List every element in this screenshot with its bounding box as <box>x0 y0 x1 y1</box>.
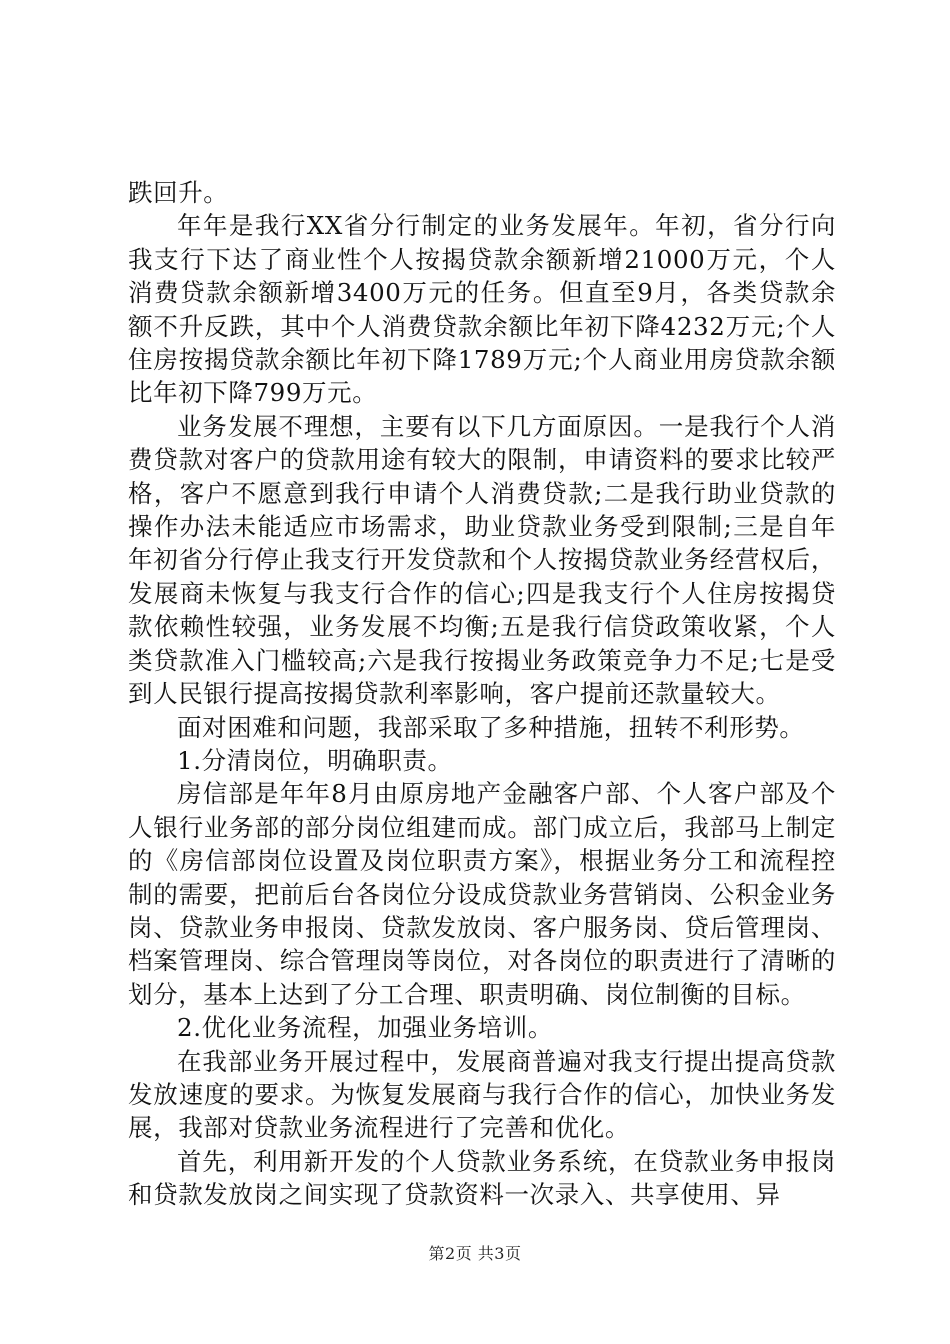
paragraph-measures-intro: 面对困难和问题，我部采取了多种措施，扭转不利形势。 <box>177 712 805 742</box>
paragraph-first-step: 首先，利用新开发的个人贷款业务系统，在贷款业务申报岗和贷款发放岗之间实现了贷款资料一次录入、共享使用、异 <box>128 1146 836 1210</box>
document-body <box>128 176 836 1212</box>
paragraph-process-optimization: 在我部业务开展过程中，发展商普遍对我支行提出提高贷款发放速度的要求。为恢复发展商与我行合作的信心，加快业务发展，我部对贷款业务流程进行了完善和优化。 <box>128 1046 836 1143</box>
paragraph-annual-goal: 年年是我行XX省分行制定的业务发展年。年初，省分行向我支行下达了商业性个人按揭贷款余额新增21000万元，个人消费贷款余额新增3400万元的任务。但直至9月，各类贷款余额不升反跌，其中个人消费贷款余额比年初下降4232万元;个人住房按揭贷款余额比年初下降1789万元;个人商业用房贷款余额比年初下降799万元。 <box>128 211 836 408</box>
paragraph-reasons: 业务发展不理想，主要有以下几方面原因。一是我行个人消费贷款对客户的贷款用途有较大的限制，申请资料的要求比较严格，客户不愿意到我行申请个人消费贷款;二是我行助业贷款的操作办法未能适应市场需求，助业贷款业务受到限制;三是自年年初省分行停止我支行开发贷款和个人按揭贷款业务经营权后，发展商未恢复与我支行合作的信心;四是我支行个人住房按揭贷款依赖性较强，业务发展不均衡;五是我行信贷政策收紧，个人类贷款准入门槛较高;六是我行按揭业务政策竞争力不足;七是受到人民银行提高按揭贷款利率影响，客户提前还款量较大。 <box>128 411 836 709</box>
section-heading-2: 2.优化业务流程，加强业务培训。 <box>177 1013 553 1043</box>
page-footer: 第2页 共3页 <box>428 1244 522 1263</box>
paragraph-continuation: 跌回升。 <box>128 178 229 207</box>
section-heading-1: 1.分清岗位，明确职责。 <box>177 745 453 775</box>
paragraph-department-setup: 房信部是年年8月由原房地产金融客户部、个人客户部及个人银行业务部的部分岗位组建而成。部门成立后，我部马上制定的《房信部岗位设置及岗位职责方案》，根据业务分工和流程控制的需要，把前后台各岗位分设成贷款业务营销岗、公积金业务岗、贷款业务申报岗、贷款发放岗、客户服务岗、贷后管理岗、档案管理岗、综合管理岗等岗位，对各岗位的职责进行了清晰的划分，基本上达到了分工合理、职责明确、岗位制衡的目标。 <box>128 779 836 1009</box>
